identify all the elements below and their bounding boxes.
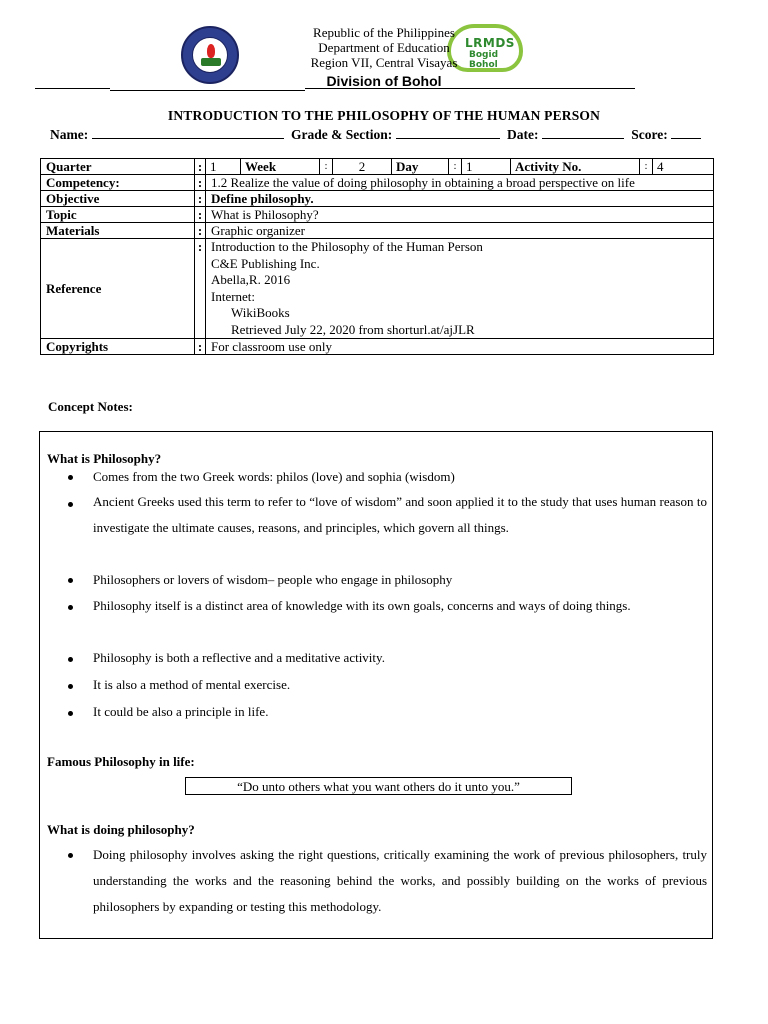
copyrights-label: Copyrights (41, 339, 195, 355)
quarter-subtable (206, 159, 713, 174)
student-info-line (50, 126, 705, 143)
topic-row (41, 207, 714, 223)
competency-value: 1.2 Realize the value of doing philosophy in obtaining a broad perspective on life (206, 175, 714, 191)
day-colon: : (449, 159, 462, 174)
header-rule-mid (110, 90, 305, 91)
name-field[interactable] (92, 126, 284, 139)
colon: : (195, 175, 206, 191)
section-title-famous-philosophy: Famous Philosophy in life: (47, 754, 195, 769)
famous-philosophy-quote: “Do unto others what you want others do it unto you.” (185, 777, 572, 795)
bullet-icon (68, 475, 73, 480)
section-title-what-is-philosophy: What is Philosophy? (47, 451, 162, 466)
header-rule-left (35, 88, 110, 89)
quarter-week-day-cell (206, 159, 714, 175)
quarter-row (41, 159, 714, 175)
week-value: 2 (333, 159, 392, 174)
topic-value: What is Philosophy? (206, 207, 714, 223)
materials-row (41, 223, 714, 239)
section-title-doing-philosophy: What is doing philosophy? (47, 822, 195, 837)
copyrights-row (41, 339, 714, 355)
bullet-icon (68, 578, 73, 583)
quarter-label: Quarter (41, 159, 195, 175)
reference-label: Reference (41, 239, 195, 339)
copyrights-value: For classroom use only (206, 339, 714, 355)
bullet-text: Philosophy is both a reflective and a meditative activity. (93, 650, 385, 665)
quarter-value: 1 (206, 159, 241, 174)
reference-line: Internet: (211, 288, 256, 304)
activity-info-table (40, 158, 714, 355)
header-region: Region VII, Central Visayas (310, 55, 458, 70)
bullet-text: Doing philosophy involves asking the right questions, critically examining the work of previous philosophers, truly understanding the works and the reasoning behind the works, and possibly building on the works of previous philosophers by expanding or testing this methodology. (93, 847, 707, 914)
activity-label: Activity No. (511, 159, 640, 174)
week-label: Week (241, 159, 320, 174)
reference-line: Introduction to the Philosophy of the Human Person (211, 239, 483, 254)
score-label: Score: (631, 127, 668, 142)
reference-line: Abella,R. 2016 (211, 272, 291, 287)
bullet-text: Philosophers or lovers of wisdom– people who engage in philosophy (93, 572, 453, 587)
bullet-text: Comes from the two Greek words: philos (love) and sophia (wisdom) (93, 469, 455, 484)
concept-notes-box (39, 431, 713, 939)
date-label: Date: (506, 127, 539, 142)
activity-colon: : (640, 159, 653, 174)
header-rule-right (305, 88, 635, 89)
colon: : (195, 191, 206, 207)
objective-value: Define philosophy. (206, 191, 714, 207)
day-label: Day (392, 159, 449, 174)
bullet-icon (68, 684, 73, 689)
name-label: Name: (50, 127, 89, 142)
reference-line: C&E Publishing Inc. (211, 255, 320, 271)
colon: : (195, 223, 206, 239)
materials-value: Graphic organizer (206, 223, 714, 239)
competency-row (41, 175, 714, 191)
reference-line: Retrieved July 22, 2020 from shorturl.at/ajJLR (231, 321, 475, 337)
bullet-icon (68, 711, 73, 716)
topic-label: Topic (41, 207, 195, 223)
objective-label: Objective (41, 191, 195, 207)
document-title: INTRODUCTION TO THE PHILOSOPHY OF THE HUMAN PERSON (167, 108, 601, 123)
bullet-text: Philosophy itself is a distinct area of knowledge with its own goals, concerns and ways of doing things. (93, 598, 631, 613)
bullet-icon (68, 605, 73, 610)
reference-row (41, 239, 714, 339)
header-department: Department of Education (318, 40, 450, 55)
logo-subtext: Bogid Bohol (469, 50, 499, 70)
score-field[interactable] (671, 126, 701, 139)
activity-value: 4 (657, 159, 664, 174)
bullet-icon (68, 502, 73, 507)
reference-value (206, 239, 714, 339)
grade-label: Grade & Section: (290, 127, 393, 142)
competency-label: Competency: (41, 175, 195, 191)
colon: : (195, 207, 206, 223)
bullet-icon (68, 657, 73, 662)
materials-label: Materials (41, 223, 195, 239)
logo-text: LRMDS (465, 36, 515, 50)
grade-field[interactable] (396, 126, 500, 139)
objective-row (41, 191, 714, 207)
colon: : (195, 339, 206, 355)
day-value: 1 (462, 159, 511, 174)
bullet-text: Ancient Greeks used this term to refer to “love of wisdom” and soon applied it to the study that uses human reason to investigate the ultimate causes, reasons, and principles, which govern all things. (93, 494, 707, 535)
colon: : (195, 159, 206, 175)
colon: : (195, 239, 206, 339)
date-field[interactable] (542, 126, 624, 139)
bullet-text: It is also a method of mental exercise. (93, 677, 291, 692)
bullet-icon (68, 853, 73, 858)
header-division: Division of Bohol (326, 73, 442, 89)
header-republic: Republic of the Philippines (313, 25, 455, 40)
week-colon: : (320, 159, 333, 174)
bullet-text: It could be also a principle in life. (93, 704, 269, 719)
concept-notes-label: Concept Notes: (48, 399, 133, 414)
reference-line: WikiBooks (231, 305, 290, 320)
